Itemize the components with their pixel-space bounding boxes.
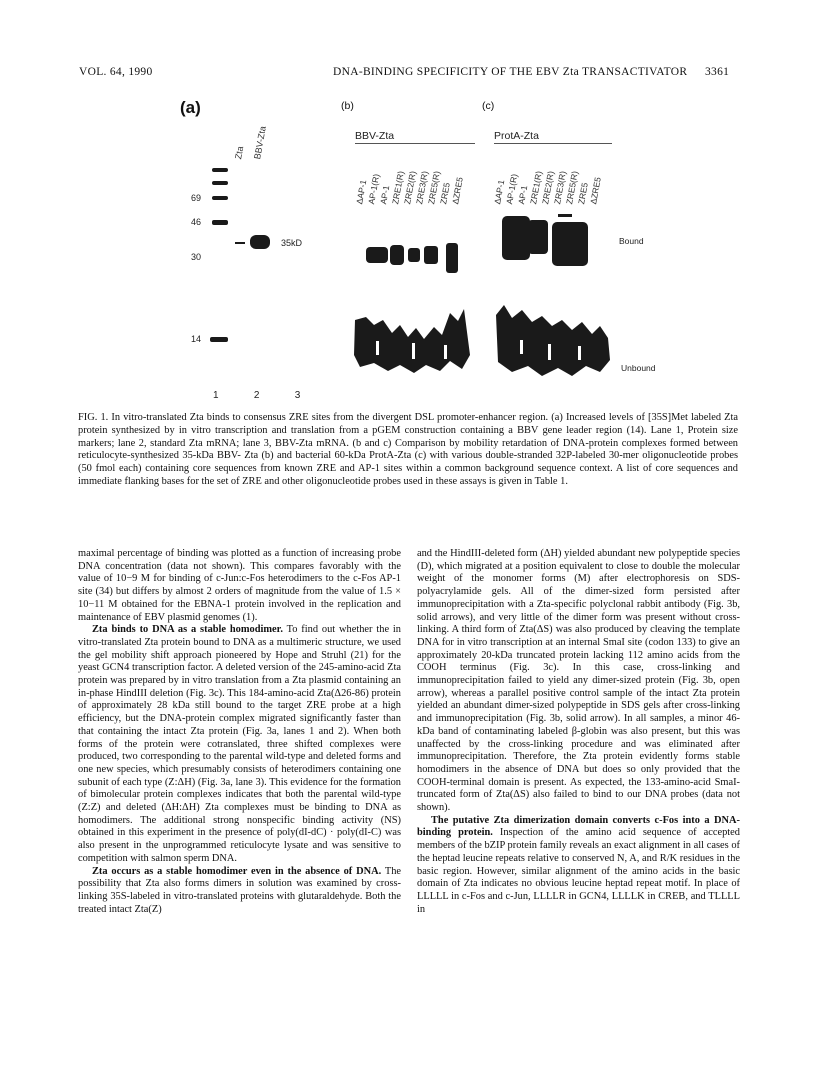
lane-label: AP-1(R) bbox=[366, 173, 382, 205]
lane-label: AP-1 bbox=[516, 184, 530, 205]
marker-30: 30 bbox=[191, 252, 202, 262]
lane-label: ZRE5(R) bbox=[426, 170, 442, 205]
journal-volume: VOL. 64, 1990 bbox=[79, 66, 153, 78]
lane-label: ZRE1(R) bbox=[390, 170, 406, 205]
section-heading: The putative Zta dimerization domain converts c-Fos into a DNA-binding protein. bbox=[417, 814, 740, 839]
paragraph bbox=[78, 624, 401, 865]
marker-band bbox=[212, 220, 228, 225]
panel-b-title: BBV-Zta bbox=[355, 130, 395, 142]
panel-a-label: (a) bbox=[180, 98, 201, 117]
lane-label: ΔZRE5 bbox=[450, 176, 465, 205]
panel-c-rule bbox=[494, 143, 612, 144]
paragraph-text: Inspection of the amino acid sequence of accepted members of the bZIP protein family reveals an exact alignment in all cases of the heptad leucine repeats relative to conserved N, A, and R/K residues in the basic region. However, similar alignment of the amino acids in the basic domain of Zta indicates no obvious leucine heptad repeat motif. In place of LLLLL in c-Fos and c-Jun, LLLLR in GCN4, LLLLK in CREB, and TLLLL in bbox=[417, 827, 740, 915]
right-column bbox=[417, 548, 740, 916]
panel-c-label: (c) bbox=[482, 100, 495, 112]
paragraph-text: To find out whether the in vitro-translated Zta protein bound to DNA as a multimeric structure, we used the gel mobility shift approach pioneered by Hope and Struhl (21) for the yeast GCN4 transcription factor. A deleted version of the 245-amino-acid Zta protein was prepared by in vitro translation from a Zta plasmid containing an in-phase HindIII deletion (Fig. 3c). This 184-amino-acid Zta(Δ26-86) protein of approximately 28 kDa still bound to the target ZRE probe at a high efficiency, but the DNA-protein complex migrated significantly faster than that containing the intact Zta protein (Fig. 3a, lanes 1 and 2). When both forms of the protein were cotranslated, three shifted complexes were produced, two corresponding to the parental wild-type and deleted forms and one new species, which presumably consists of heterodimers containing one subunit of each type (Z:ΔH) (Fig. 3a, lane 3). This evidence for the formation of bimolecular protein complexes indicates that both the parental wild-type (Z:Z) and deleted (ΔH:ΔH) Zta complexes must be binding to DNA as homodimers. The additional strong nonspecific binding activity (NS) obtained in this experiment in the presence of poly(dI-dC) · poly(dI-C) was also present in the unprogrammed reticulocyte lysate and was sensitive to competition with salmon sperm DNA. bbox=[78, 624, 401, 864]
lane-label: ZRE5 bbox=[576, 181, 590, 205]
section-heading: Zta occurs as a stable homodimer even in the absence of DNA. bbox=[92, 865, 382, 877]
marker-14: 14 bbox=[191, 334, 202, 344]
lane-label: ZRE1(R) bbox=[528, 170, 544, 205]
zta-band bbox=[235, 242, 245, 244]
panel-c-title: ProtA-Zta bbox=[494, 130, 539, 142]
paragraph bbox=[78, 866, 401, 917]
marker-band bbox=[210, 337, 228, 342]
paragraph-text: The possibility that Zta also forms dimers in solution was examined by cross-linking 35S-labeled in vitro-translated proteins with glutaraldehyde. Both the treated intact Zta(Z) bbox=[78, 865, 401, 915]
lane-label: ZRE3(R) bbox=[414, 170, 430, 205]
marker-band bbox=[212, 168, 228, 172]
lane-numbers: 1 2 3 bbox=[213, 390, 301, 401]
running-title: DNA-BINDING SPECIFICITY OF THE EBV Zta TRANSACTIVATOR bbox=[333, 66, 688, 78]
paragraph bbox=[417, 815, 740, 917]
lane-label: ZRE2(R) bbox=[402, 170, 418, 205]
left-column bbox=[78, 548, 401, 916]
panel-a-lane-header-zta: Zta bbox=[233, 145, 246, 160]
unbound-label: Unbound bbox=[621, 363, 656, 373]
bound-label: Bound bbox=[619, 236, 644, 246]
lane-label: ZRE3(R) bbox=[552, 170, 568, 205]
panel-a-lane-header-bbv-zta: BBV-Zta bbox=[252, 125, 268, 160]
panel-b-gel-image bbox=[350, 225, 480, 385]
page-number: 3361 bbox=[705, 66, 730, 78]
lane-label: ZRE5(R) bbox=[564, 170, 580, 205]
lane-label: AP-1(R) bbox=[504, 173, 520, 205]
panel-b-rule bbox=[355, 143, 475, 144]
section-heading: Zta binds to DNA as a stable homodimer. bbox=[92, 624, 283, 636]
marker-69: 69 bbox=[191, 193, 202, 203]
paragraph: maximal percentage of binding was plotted as a function of increasing probe DNA concentration (data not shown). This compares favorably with the value of 10−9 M for binding of c-Jun:c-Fos heterodimers to the c-Fos AP-1 site (34) but differs by almost 2 orders of magnitude from the value of 1.5 × 10−11 M obtained for the EBNA-1 protein involved in the replication and maintenance of EBV plasmid genomes (1). bbox=[78, 548, 401, 623]
bbv-zta-band bbox=[250, 235, 270, 249]
band-size-label: 35kD bbox=[281, 238, 303, 248]
lane-label: ZRE5 bbox=[438, 181, 452, 205]
paragraph: and the HindIII-deleted form (ΔH) yielded abundant new polypeptide species (D), which migrated at a position equivalent to close to double the molecular weight of the monomer forms (M) after electrophoresis on SDS-polyacrylamide gels. All of the dimer-sized form persisted after immunoprecipitation with a Zta-specific polyclonal rabbit antibody (Fig. 3b, solid arrows), and very little of the dimer form was present without cross-linking. A third form of Zta(ΔS) was also produced by cleaving the template DNA for in vitro transcription at an internal SmaI site (codon 133) to give an approximately 20-kDa truncated protein lacking 112 amino acids from the COOH terminus (Fig. 3c). In this case, cross-linking and immunoprecipitation failed to yield any dimer-sized protein (Fig. 3b, open arrow), whereas a parallel positive control sample of the intact Zta protein yielded an abundant dimer-sized polypeptide in SDS gels after cross-linking and immunoprecipitation (Fig. 3b, solid arrow). In all samples, a minor 46-kDa band of contaminating labeled β-globin was also present, but this was unaffected by the cross-linking procedure and was eliminated after immunoprecipitation. Therefore, the Zta protein evidently forms stable homodimers in the absence of DNA but does so only provided that the COOH-terminal domain is present. As expected, the 133-amino-acid SmaI-truncated form of Zta(ΔS) also failed to bind to our DNA probes (data not shown). bbox=[417, 548, 740, 814]
marker-band bbox=[212, 196, 228, 200]
marker-46: 46 bbox=[191, 217, 202, 227]
panel-c-gel-image bbox=[492, 210, 617, 380]
lane-label: ΔAP-1 bbox=[492, 179, 507, 205]
lane-label: AP-1 bbox=[378, 184, 392, 205]
lane-label: ΔAP-1 bbox=[354, 179, 369, 205]
marker-band bbox=[212, 181, 228, 185]
panel-b-label: (b) bbox=[341, 100, 354, 112]
lane-label: ZRE2(R) bbox=[540, 170, 556, 205]
figure-caption: FIG. 1. In vitro-translated Zta binds to consensus ZRE sites from the divergent DSL promoter-enhancer region. (a) Increased levels of [35S]Met labeled Zta protein synthesized by in vitro transcription and translation from a pGEM construction containing a BBV gene leader region (14). Lane 1, Protein size markers; lane 2, standard Zta mRNA; lane 3, BBV-Zta mRNA. (b and c) Comparison by mobility retardation of DNA-protein complexes formed between reticulocyte-synthesized 35-kDa BBV- Zta (b) and bacterial 60-kDa ProtA-Zta (c) with various double-stranded 32P-labeled 30-mer oligonucleotide probes (50 fmol each) containing core sequences from known ZRE and AP-1 sites within a common background sequence context. A list of core sequences and immediate flanking bases for the set of ZRE and other oligonucleotide probes used in these assays is given in Table 1. bbox=[78, 412, 738, 487]
lane-label: ΔZRE5 bbox=[588, 176, 603, 205]
